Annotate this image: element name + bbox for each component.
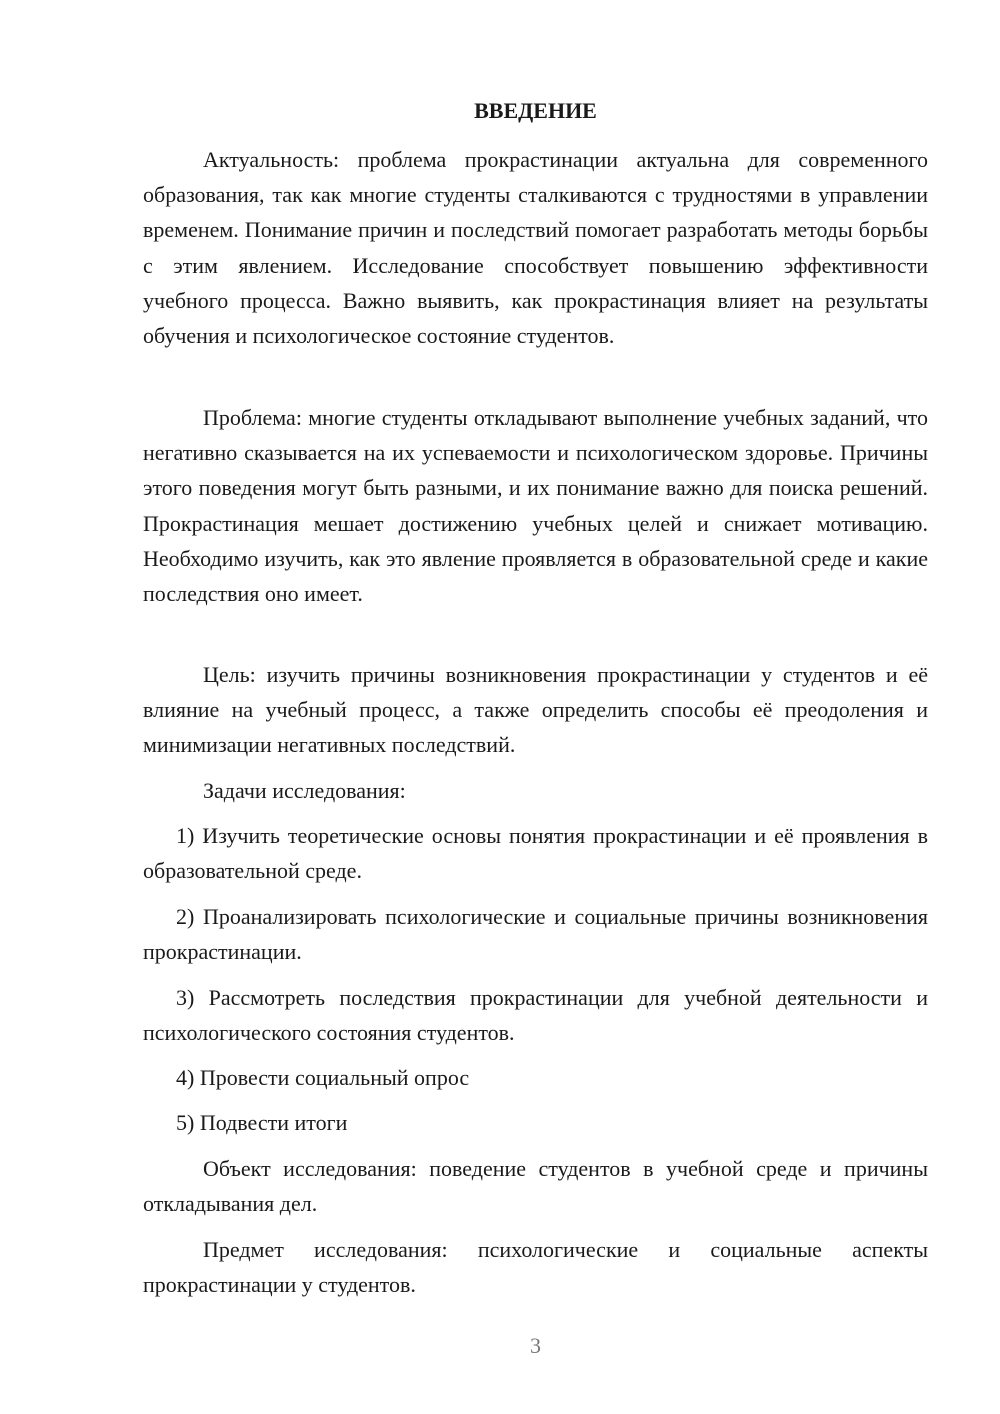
task-item-1: 1) Изучить теоретические основы понятия прокрастинации и её проявления в образовательной среде. — [143, 823, 928, 884]
task-item-2: 2) Проанализировать психологические и социальные причины возникновения прокрастинации. — [143, 904, 928, 965]
page-number: 3 — [530, 1333, 541, 1358]
task-item-5: 5) Подвести итоги — [176, 1110, 348, 1135]
paragraph-subject: Предмет исследования: психологические и социальные аспекты прокрастинации у студентов. — [143, 1237, 928, 1298]
task-item-4: 4) Провести социальный опрос — [176, 1065, 470, 1090]
paragraph-goal: Цель: изучить причины возникновения прокрастинации у студентов и её влияние на учебный процесс, а также определить способы её преодоления и минимизации негативных последствий. — [143, 662, 928, 758]
paragraph-relevance: Актуальность: проблема прокрастинации актуальна для современного образования, так как многие студенты сталкиваются с трудностями в управлении временем. Понимание причин и последствий помогает разработать методы борьбы с этим явлением. Исследование способствует повышению эффективности учебного процесса. Важно выявить, как прокрастинация влияет на результаты обучения и психологическое состояние студентов. — [143, 147, 928, 349]
section-heading: ВВЕДЕНИЕ — [474, 98, 597, 123]
paragraph-object: Объект исследования: поведение студентов в учебной среде и причины откладывания дел. — [143, 1156, 928, 1217]
task-item-3: 3) Рассмотреть последствия прокрастинации для учебной деятельности и психологического состояния студентов. — [143, 985, 928, 1046]
document-page — [143, 0, 928, 1414]
paragraph-problem: Проблема: многие студенты откладывают выполнение учебных заданий, что негативно сказывается на их успеваемости и психологическом здоровье. Причины этого поведения могут быть разными, и их понимание важно для поиска решений. Прокрастинация мешает достижению учебных целей и снижает мотивацию. Необходимо изучить, как это явление проявляется в образовательной среде и какие последствия оно имеет. — [143, 405, 928, 607]
paragraph-tasks-heading: Задачи исследования: — [203, 778, 406, 803]
